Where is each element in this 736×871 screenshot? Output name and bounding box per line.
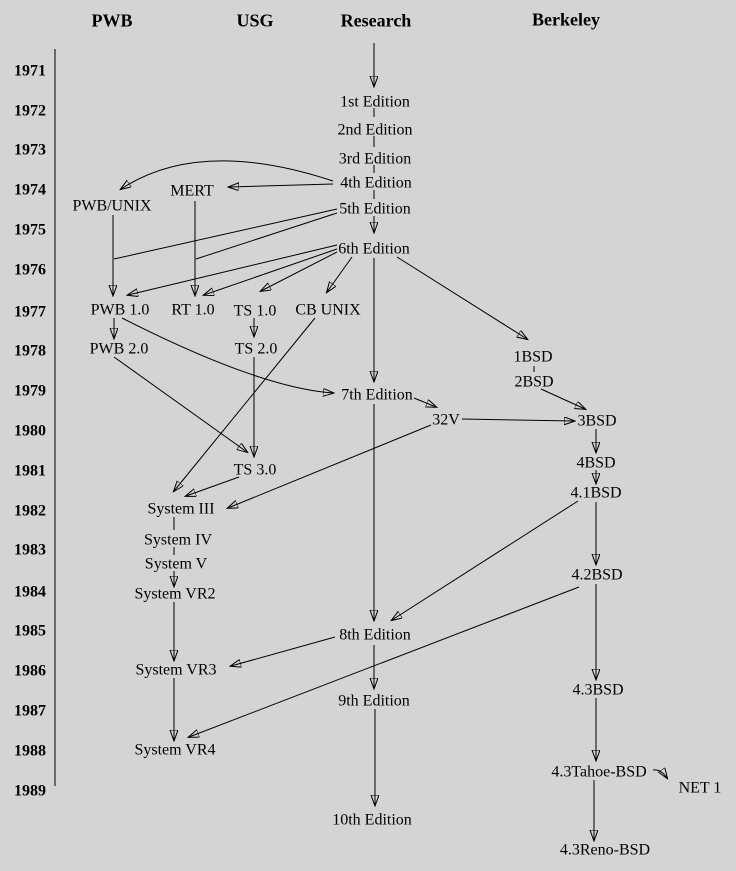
node-sys5: System V [144, 555, 208, 573]
node-rt1: RT 1.0 [171, 301, 215, 319]
column-header-usg-col: USG [236, 10, 274, 31]
year-label-1978: 1978 [14, 342, 46, 360]
year-label-1971: 1971 [14, 62, 46, 80]
node-vr3: System VR3 [135, 661, 217, 679]
node-bsd4: 4BSD [576, 454, 616, 472]
node-ed5: 5th Edition [339, 200, 411, 218]
node-sys3: System III [147, 500, 215, 518]
node-mert: MERT [170, 182, 214, 200]
node-ed2: 2nd Edition [337, 121, 413, 139]
node-bsd2: 2BSD [514, 373, 554, 391]
node-ed4: 4th Edition [340, 174, 412, 192]
year-label-1988: 1988 [14, 742, 46, 760]
year-label-1973: 1973 [14, 141, 46, 159]
year-label-1974: 1974 [14, 181, 46, 199]
year-label-1980: 1980 [14, 422, 46, 440]
node-ed1: 1st Edition [340, 93, 410, 111]
year-label-1982: 1982 [14, 502, 46, 520]
node-ts3: TS 3.0 [233, 461, 277, 479]
node-bsd1: 1BSD [513, 348, 553, 366]
year-label-1987: 1987 [14, 702, 46, 720]
year-label-1981: 1981 [14, 462, 46, 480]
node-v32: 32V [432, 411, 460, 429]
node-vr2: System VR2 [134, 585, 216, 603]
column-header-berkeley-col: Berkeley [532, 9, 600, 30]
node-pwb1: PWB 1.0 [90, 301, 150, 319]
year-label-1976: 1976 [14, 261, 46, 279]
node-tahoe: 4.3Tahoe-BSD [551, 763, 647, 781]
year-label-1983: 1983 [14, 541, 46, 559]
node-ed9: 9th Edition [338, 692, 410, 710]
year-label-1984: 1984 [14, 583, 46, 601]
year-label-1975: 1975 [14, 221, 46, 239]
node-ts2: TS 2.0 [234, 340, 278, 358]
year-label-1972: 1972 [14, 102, 46, 120]
column-header-pwb-col: PWB [91, 10, 133, 31]
node-ed3: 3rd Edition [338, 150, 412, 168]
node-ed10: 10th Edition [332, 811, 412, 829]
node-reno: 4.3Reno-BSD [559, 841, 651, 859]
node-vr4: System VR4 [134, 741, 216, 759]
node-bsd43: 4.3BSD [572, 681, 624, 699]
node-sys4: System IV [144, 531, 212, 549]
column-header-research-col: Research [340, 10, 412, 31]
year-label-1985: 1985 [14, 622, 46, 640]
node-pwb2: PWB 2.0 [89, 340, 149, 358]
node-bsd42: 4.2BSD [571, 566, 623, 584]
node-pwbunix: PWB/UNIX [72, 197, 152, 215]
node-ed7: 7th Edition [341, 386, 413, 404]
node-net1: NET 1 [678, 779, 722, 797]
node-ed6: 6th Edition [338, 240, 410, 258]
year-label-1986: 1986 [14, 662, 46, 680]
node-bsd3: 3BSD [577, 412, 617, 430]
year-label-1977: 1977 [14, 303, 46, 321]
node-ts1: TS 1.0 [233, 302, 277, 320]
node-cbunix: CB UNIX [295, 301, 361, 319]
node-bsd41: 4.1BSD [570, 484, 622, 502]
year-label-1979: 1979 [14, 382, 46, 400]
node-ed8: 8th Edition [339, 626, 411, 644]
year-label-1989: 1989 [14, 782, 46, 800]
